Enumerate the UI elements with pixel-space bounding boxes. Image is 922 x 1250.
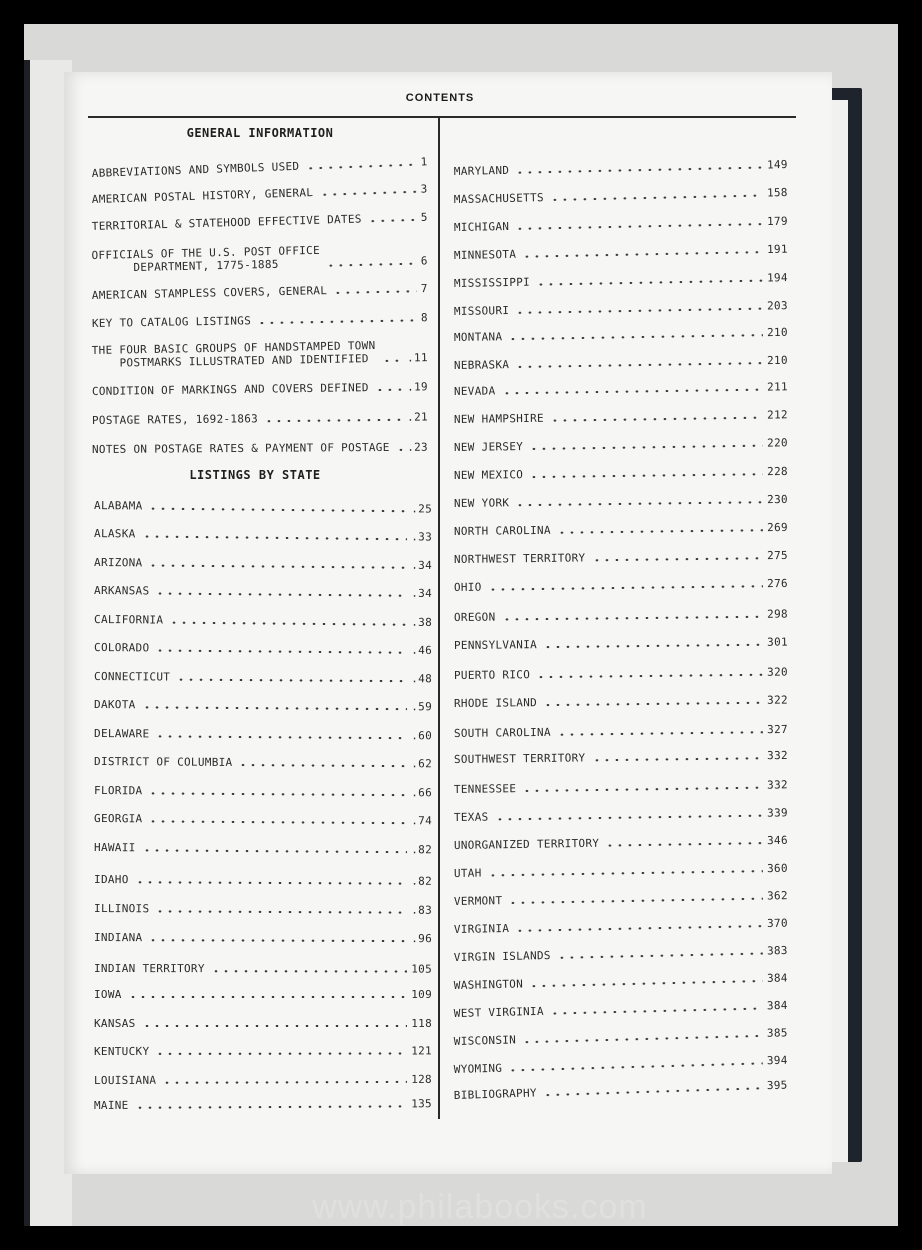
dot-leader — [515, 362, 763, 368]
toc-entry-label: ALABAMA — [94, 499, 143, 513]
toc-entry-page: 128 — [411, 1072, 432, 1086]
dot-leader — [375, 389, 403, 391]
dot-leader — [319, 191, 417, 196]
toc-entry-label: TENNESSEE — [453, 782, 517, 796]
dot-leader — [501, 389, 763, 395]
dot-leader — [557, 953, 763, 959]
toc-entry-label: PENNSYLVANIA — [453, 638, 538, 652]
toc-entry-page: .34 — [411, 586, 433, 600]
toc-entry-label: MONTANA — [453, 330, 503, 344]
dot-leader — [508, 334, 763, 340]
toc-entry-page: .66 — [411, 786, 433, 800]
toc-entry-page: 301 — [767, 635, 788, 649]
toc-entry-page: 275 — [767, 548, 788, 563]
toc-entry-page: 230 — [767, 492, 788, 507]
toc-entry-label: WYOMING — [453, 1061, 503, 1076]
toc-entry-label: AMERICAN POSTAL HISTORY, GENERAL — [91, 186, 314, 206]
toc-entry — [94, 985, 432, 1001]
dot-leader — [536, 280, 763, 286]
heading-general-information: GENERAL INFORMATION — [186, 126, 334, 140]
toc-entry-label: ILLINOIS — [94, 902, 150, 916]
toc-entry-page: 228 — [767, 464, 788, 479]
dot-leader — [508, 898, 763, 904]
toc-entry-page: .38 — [411, 615, 433, 629]
dot-leader — [557, 731, 763, 736]
toc-entry-label: TEXAS — [453, 810, 489, 824]
dot-leader — [148, 564, 407, 568]
toc-entry-label: DAKOTA — [94, 698, 136, 712]
dot-leader — [142, 849, 408, 853]
toc-entry-label: VIRGINIA — [453, 921, 510, 936]
toc-entry-label: MISSOURI — [453, 304, 510, 318]
toc-entry-label: INDIAN TERRITORY — [94, 962, 205, 976]
toc-entry — [94, 724, 432, 742]
toc-entry — [94, 781, 432, 799]
dot-leader — [305, 164, 416, 170]
toc-entry-label: BIBLIOGRAPHY — [453, 1086, 538, 1102]
dot-leader — [543, 644, 763, 648]
dot-leader — [148, 508, 407, 513]
toc-entry-page: 384 — [766, 998, 788, 1013]
toc-entry-page: 179 — [766, 214, 788, 228]
toc-entry-page: .21 — [407, 410, 428, 424]
toc-entry — [94, 1014, 432, 1030]
toc-entry-label: ARIZONA — [94, 556, 143, 570]
toc-entry-label: WISCONSIN — [453, 1033, 517, 1048]
dot-leader — [495, 815, 764, 821]
dot-leader — [529, 445, 763, 450]
toc-entry-page: 346 — [766, 833, 788, 848]
toc-entry-page: .82 — [411, 843, 433, 857]
toc-entry-page: 327 — [767, 722, 788, 737]
toc-entry-label: THE FOUR BASIC GROUPS OF HANDSTAMPED TOWN POSTMARKS ILLUSTRATED AND IDENTIFIED — [91, 339, 376, 370]
toc-entry-label: NEVADA — [453, 384, 496, 398]
toc-entry-page: .59 — [411, 700, 433, 714]
toc-entry-label: HAWAII — [94, 841, 136, 855]
toc-entry-page: 269 — [767, 520, 788, 535]
page-title: CONTENTS — [405, 92, 475, 104]
toc-entry-label: OHIO — [453, 580, 482, 594]
toc-entry-label: KEY TO CATALOG LISTINGS — [91, 314, 252, 330]
toc-entry-label: FLORIDA — [94, 784, 143, 798]
column-divider — [438, 117, 440, 1119]
toc-entry-page: .34 — [411, 558, 433, 572]
toc-entry-page: 362 — [766, 889, 788, 903]
toc-entry-label: NORTH CAROLINA — [453, 523, 551, 538]
toc-entry-label: DISTRICT OF COLUMBIA — [94, 755, 233, 769]
toc-entry-page: 3 — [420, 182, 428, 196]
toc-entry-label: NORTHWEST TERRITORY — [453, 551, 586, 566]
toc-entry-label: NEW JERSEY — [453, 440, 524, 454]
toc-entry-page: 276 — [767, 576, 788, 591]
toc-entry-page: .11 — [406, 351, 428, 365]
dot-leader — [155, 910, 407, 913]
dot-leader — [211, 970, 407, 972]
toc-entry-page: 118 — [411, 1017, 432, 1030]
header-rule — [88, 116, 796, 118]
dot-leader — [396, 449, 404, 451]
dot-leader — [591, 757, 763, 761]
toc-entry-page: 332 — [767, 778, 788, 792]
toc-entry — [94, 667, 432, 685]
toc-entry-label: MARYLAND — [453, 163, 510, 178]
toc-entry-page: 1 — [420, 155, 428, 169]
toc-entry-label: MASSACHUSETTS — [453, 191, 544, 206]
toc-entry-page: .96 — [411, 932, 433, 946]
dot-leader — [155, 650, 407, 654]
toc-entry-label: NEW HAMPSHIRE — [453, 411, 544, 426]
toc-entry — [94, 899, 432, 917]
toc-entry-page: 194 — [766, 271, 788, 285]
toc-entry-label: WEST VIRGINIA — [453, 1004, 544, 1020]
dot-leader — [148, 820, 407, 824]
dot-leader — [128, 996, 408, 998]
dot-leader — [333, 290, 417, 294]
toc-entry-label: DELAWARE — [94, 727, 150, 741]
dot-leader — [557, 529, 763, 534]
toc-entry-page: 149 — [766, 158, 788, 172]
toc-entry — [94, 838, 432, 856]
toc-entry-label: RHODE ISLAND — [453, 696, 538, 710]
toc-entry — [94, 695, 432, 713]
dot-leader — [148, 792, 407, 796]
toc-entry-label: MICHIGAN — [453, 219, 510, 234]
toc-entry-page: 360 — [766, 861, 788, 876]
dot-leader — [155, 593, 407, 597]
toc-entry-page: 203 — [766, 299, 788, 313]
toc-entry-page: .82 — [411, 874, 433, 888]
toc-entry-page: 135 — [411, 1097, 432, 1111]
toc-entry-label: UNORGANIZED TERRITORY — [453, 836, 600, 852]
toc-entry-page: 320 — [767, 665, 788, 679]
dot-leader — [135, 881, 408, 884]
dot-leader — [591, 557, 763, 561]
toc-entry-page: .60 — [411, 729, 433, 743]
toc-entry-page: 394 — [766, 1053, 788, 1068]
dot-leader — [155, 735, 407, 739]
toc-entry-page: .25 — [411, 502, 433, 516]
toc-entry-label: ALASKA — [94, 527, 136, 541]
watermark: www.philabooks.com — [312, 1188, 648, 1226]
toc-entry-label: CONNECTICUT — [94, 670, 171, 684]
toc-entry-label: AMERICAN STAMPLESS COVERS, GENERAL — [91, 284, 328, 302]
toc-entry — [94, 752, 432, 770]
toc-entry-label: IOWA — [94, 988, 122, 1001]
toc-entry-label: ABBREVIATIONS AND SYMBOLS USED — [91, 159, 300, 180]
toc-entry-page: 395 — [766, 1078, 788, 1093]
dot-leader — [169, 622, 407, 626]
dot-leader — [368, 219, 417, 222]
toc-entry-label: WASHINGTON — [453, 977, 524, 992]
dot-leader — [488, 585, 764, 590]
dot-leader — [238, 764, 407, 767]
dot-leader — [522, 787, 763, 792]
toc-entry-label: PUERTO RICO — [453, 668, 531, 682]
toc-entry — [94, 610, 432, 629]
toc-entry — [94, 1070, 432, 1087]
toc-entry-page: 191 — [766, 242, 788, 256]
toc-entry-label: CALIFORNIA — [94, 613, 164, 627]
toc-entry-label: MINNESOTA — [453, 247, 517, 262]
toc-entry-page: .83 — [411, 903, 433, 917]
toc-entry-page: .46 — [411, 643, 433, 657]
dot-leader — [515, 501, 763, 506]
toc-entry-page: 121 — [411, 1044, 432, 1058]
dot-leader — [142, 535, 408, 540]
toc-entry-label: VERMONT — [453, 894, 503, 908]
toc-entry-label: UTAH — [453, 866, 482, 880]
toc-entry-page: 220 — [767, 436, 788, 450]
toc-entry — [94, 638, 432, 657]
toc-entry — [94, 928, 432, 945]
toc-entry-page: 385 — [766, 1026, 788, 1040]
toc-entry-page: 105 — [411, 962, 433, 976]
toc-entry-label: GEORGIA — [94, 812, 143, 826]
toc-entry-page: 5 — [420, 210, 428, 224]
toc-entry-page: 322 — [767, 693, 788, 707]
toc-entry-page: .23 — [407, 440, 428, 454]
dot-leader — [550, 417, 763, 422]
dot-leader — [142, 1025, 408, 1027]
dot-leader — [515, 308, 763, 314]
toc-entry-page: 298 — [767, 607, 788, 621]
dot-leader — [605, 842, 763, 846]
toc-entry-page: 370 — [766, 916, 788, 930]
toc-entry-label: LOUISIANA — [93, 1073, 157, 1087]
toc-entry-label: OREGON — [453, 610, 496, 624]
toc-entry-label: ARKANSAS — [94, 584, 150, 598]
toc-entry-label: NEBRASKA — [453, 358, 510, 372]
toc-entry — [94, 870, 432, 888]
dot-leader — [536, 674, 763, 678]
toc-entry-page: .48 — [411, 672, 433, 686]
dot-leader — [155, 1052, 407, 1054]
toc-entry-label: COLORADO — [94, 641, 150, 655]
dot-leader — [148, 939, 407, 942]
toc-entry-page: 384 — [766, 971, 788, 985]
toc-entry-page: 8 — [420, 311, 428, 325]
toc-entry-page: 332 — [767, 748, 788, 763]
toc-entry-page: .62 — [411, 757, 433, 771]
toc-entry-page: 339 — [767, 806, 788, 820]
toc-entry-page: 383 — [766, 944, 788, 958]
dot-leader — [142, 706, 408, 710]
toc-entry-label: KANSAS — [94, 1017, 136, 1030]
dot-leader — [522, 251, 763, 258]
toc-entry-page: .33 — [411, 530, 433, 544]
toc-entry-page: 158 — [766, 186, 788, 200]
toc-entry-label: NOTES ON POSTAGE RATES & PAYMENT OF POSTAGE — [91, 440, 390, 456]
dot-leader — [550, 195, 763, 201]
toc-entry — [94, 553, 432, 572]
toc-entry — [94, 959, 432, 976]
toc-entry-label: KENTUCKY — [93, 1044, 150, 1058]
toc-entry-label: CONDITION OF MARKINGS AND COVERS DEFINED — [91, 381, 369, 398]
toc-entry-label: OFFICIALS OF THE U.S. POST OFFICE DEPARTMENT, 1775-1885 — [91, 243, 321, 275]
toc-entry-label: VIRGIN ISLANDS — [453, 948, 551, 964]
toc-entry-label: TERRITORIAL & STATEHOOD EFFECTIVE DATES — [91, 212, 362, 233]
heading-listings-by-state: LISTINGS BY STATE — [189, 468, 321, 482]
toc-entry-label: MAINE — [93, 1098, 129, 1112]
toc-entry — [92, 438, 428, 456]
toc-entry — [94, 809, 432, 827]
toc-entry-page: 109 — [411, 988, 432, 1001]
dot-leader — [135, 1105, 408, 1108]
toc-entry-page: 7 — [420, 281, 428, 296]
dot-leader — [326, 263, 417, 267]
toc-entry-label: NEW YORK — [453, 496, 510, 510]
dot-leader — [501, 616, 763, 621]
toc-entry-label: NEW MEXICO — [453, 468, 524, 482]
toc-entry-page: 210 — [766, 325, 788, 340]
toc-entry-page: 211 — [767, 380, 788, 394]
dot-leader — [529, 473, 763, 478]
toc-entry-page: .74 — [411, 814, 433, 828]
dot-leader — [488, 870, 764, 876]
toc-entry-label: MISSISSIPPI — [453, 275, 531, 290]
toc-entry-label: SOUTH CAROLINA — [453, 725, 551, 740]
toc-entry — [94, 581, 432, 600]
dot-leader — [264, 419, 403, 422]
toc-entry — [92, 336, 428, 370]
toc-entry-label: POSTAGE RATES, 1692-1863 — [91, 412, 259, 427]
toc-entry-label: IDAHO — [94, 873, 129, 887]
dot-leader — [162, 1081, 407, 1084]
toc-entry-label: INDIANA — [94, 931, 143, 945]
dot-leader — [543, 702, 763, 706]
toc-entry — [94, 1041, 432, 1058]
toc-entry-label: SOUTHWEST TERRITORY — [453, 751, 586, 766]
toc-entry-page: 210 — [766, 353, 788, 368]
toc-entry-page: .19 — [407, 380, 428, 394]
toc-entry — [94, 1094, 432, 1112]
dot-leader — [176, 679, 407, 683]
toc-entry-page: 6 — [420, 254, 428, 268]
dot-leader — [257, 319, 417, 324]
dot-leader — [382, 360, 403, 362]
toc-entry-page: 212 — [767, 408, 788, 422]
